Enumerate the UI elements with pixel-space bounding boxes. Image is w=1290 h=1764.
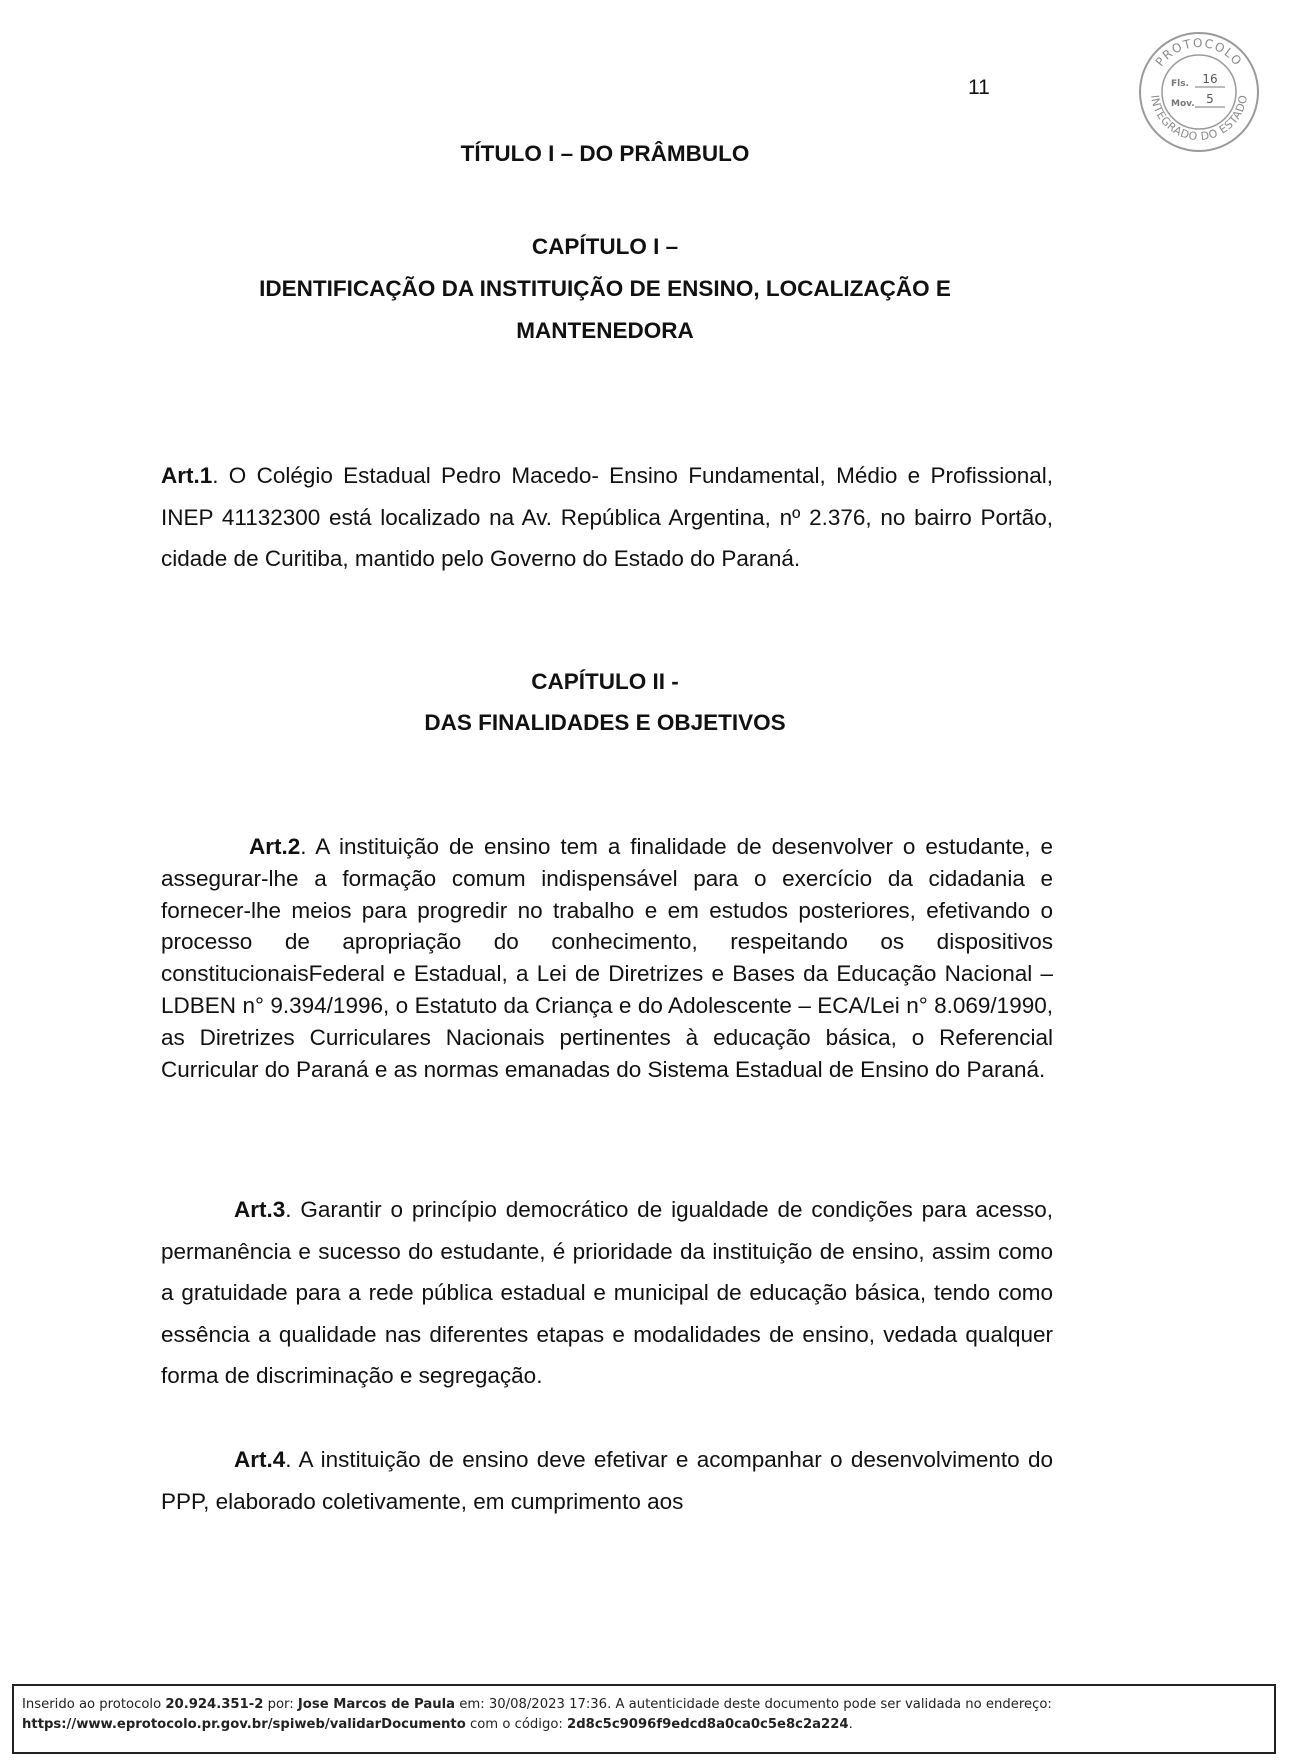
article-2-label: Art.2 [249, 834, 301, 859]
article-2-text: . A instituição de ensino tem a finalidade de desenvolver o estudante, e assegurar-lhe a formação comum indispensável para o exercício da cidadania e fornecer-lhe meios para progredir no trabalho e em estudos posteriores, efetivando o processo de apropriação do conhecimento, respeitando os dispositivos constitucionaisFederal e Estadual, a Lei de Diretrizes e Bases da Educação Nacional – LDBEN n° 9.394/1996, o Estatuto da Criança e do Adolescente – ECA/Lei n° 8.069/1990, as Diretrizes Curriculares Nacionais pertinentes à educação básica, o Referencial Curricular do Paraná e as normas emanadas do Sistema Estadual de Ensino do Paraná. [161, 834, 1053, 1082]
article-2 [161, 831, 1053, 1085]
footer-prefix: Inserido ao protocolo [22, 1697, 166, 1712]
chapter1-heading-line1: CAPÍTULO I – [531, 234, 679, 259]
chapter1-heading-line3: MANTENEDORA [516, 318, 694, 343]
footer-validation-code: 2d8c5c9096f9edcd8a0ca0c5e8c2a224 [567, 1717, 849, 1732]
stamp-top-text: PROTOCOLO [1152, 35, 1246, 70]
stamp-mov-label: Mov. [1171, 99, 1195, 109]
authenticity-footer [12, 1684, 1276, 1754]
stamp-fls-label: Fls. [1171, 79, 1190, 89]
footer-end: . [848, 1717, 853, 1732]
article-3-label: Art.3 [234, 1197, 286, 1222]
article-1-label: Art.1 [161, 463, 213, 488]
stamp-mov-value: 5 [1206, 92, 1214, 106]
protocol-stamp [1137, 30, 1261, 154]
chapter2-heading-line2: DAS FINALIDADES E OBJETIVOS [424, 710, 786, 735]
article-4-text: . A instituição de ensino deve efetivar e acompanhar o desenvolvimento do PPP, elaborado coletivamente, em cumprimento aos [161, 1447, 1053, 1514]
article-1 [161, 455, 1053, 580]
footer-author: Jose Marcos de Paula [297, 1697, 456, 1712]
page-number: 11 [968, 76, 990, 99]
article-4 [161, 1439, 1053, 1522]
footer-validation-url[interactable]: https://www.eprotocolo.pr.gov.br/spiweb/validarDocumento [22, 1717, 466, 1732]
article-3-text: . Garantir o princípio democrático de igualdade de condições para acesso, permanência e sucesso do estudante, é prioridade da instituição de ensino, assim como a gratuidade para a rede pública estadual e municipal de educação básica, tendo como essência a qualidade nas diferentes etapas e modalidades de ensino, vedada qualquer forma de discriminação e segregação. [161, 1197, 1053, 1388]
svg-text:PROTOCOLO [1153, 36, 1246, 69]
footer-date-text: em: 30/08/2023 17:36. A autenticidade deste documento pode ser validada no endereço: [455, 1697, 1052, 1712]
chapter1-heading-line2: IDENTIFICAÇÃO DA INSTITUIÇÃO DE ENSINO, LOCALIZAÇÃO E [259, 276, 951, 301]
title-heading: TÍTULO I – DO PRÂMBULO [460, 141, 750, 166]
stamp-bottom-text: INTEGRADO DO ESTADO [1148, 93, 1251, 144]
chapter2-heading-line1: CAPÍTULO II - [531, 669, 679, 694]
footer-by: por: [263, 1697, 298, 1712]
footer-protocol-number: 20.924.351-2 [165, 1697, 264, 1712]
stamp-fls-value: 16 [1202, 72, 1218, 86]
article-1-text: . O Colégio Estadual Pedro Macedo- Ensino Fundamental, Médio e Profissional, INEP 41132300 está localizado na Av. República Argentina, nº 2.376, no bairro Portão, cidade de Curitiba, mantido pelo Governo do Estado do Paraná. [161, 463, 1053, 571]
footer-code-label: com o código: [465, 1717, 568, 1732]
article-4-label: Art.4 [234, 1447, 286, 1472]
article-3 [161, 1189, 1053, 1397]
